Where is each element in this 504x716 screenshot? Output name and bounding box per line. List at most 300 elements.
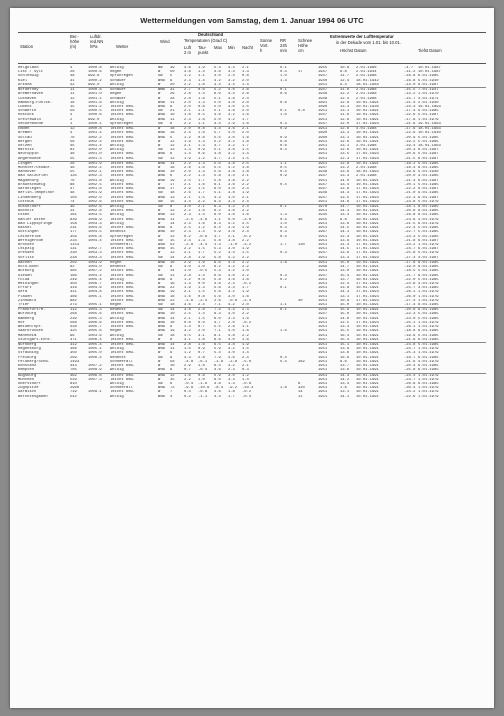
- cell-record-year: 1951: [318, 234, 328, 239]
- cell-station: Bergen: [18, 139, 32, 144]
- cell-station: Düsseldorf: [18, 205, 41, 209]
- cell-weather: bedeckt: [110, 308, 126, 313]
- cell-record-low-date: 5.01.1979: [418, 251, 439, 256]
- cell-snow: 11: [298, 394, 303, 399]
- cell-record-low: -18.8: [404, 74, 416, 79]
- cell-record-high: 13.3: [340, 174, 350, 179]
- cell-station: Nürnberg: [18, 343, 37, 347]
- cell-wind-dir: SW: [158, 74, 163, 79]
- cell-station: Gera: [18, 290, 28, 295]
- cell-dewpoint: 1.4: [198, 174, 205, 179]
- cell-record-low: -14.0: [404, 82, 416, 87]
- cell-record-high: 13.0: [340, 269, 350, 274]
- cell-record-low: -20.3: [404, 148, 416, 153]
- cell-height: 31: [70, 78, 75, 83]
- cell-wind-speed: 19: [170, 329, 175, 334]
- cell-record-high-date: 10.01.1991: [356, 303, 379, 308]
- header-extremes-period: in der Dekade vom 1.01. bis 10.01.: [336, 40, 401, 45]
- cell-record-low-date: 8.01.1985: [418, 260, 439, 265]
- cell-weather: leicht bew.: [110, 337, 136, 342]
- cell-wind-speed: 26: [170, 92, 175, 97]
- cell-pressure: 1000.6: [88, 113, 102, 118]
- cell-record-high: 14.0: [340, 178, 350, 183]
- cell-min: 3.2: [228, 347, 235, 352]
- cell-record-high: 13.7: [340, 277, 350, 282]
- cell-max: 4.6: [214, 113, 221, 118]
- header-air-temp: Luft 2 m: [184, 45, 191, 55]
- cell-wind-speed: 8: [170, 337, 173, 342]
- cell-snow: 14: [298, 390, 303, 395]
- cell-height: 48: [70, 74, 75, 79]
- cell-station: Brocken: [18, 242, 34, 247]
- cell-station: Leinefelde: [18, 234, 41, 239]
- cell-record-low-date: 8.01.1985: [418, 265, 439, 270]
- cell-wind-speed: 9: [170, 226, 173, 231]
- cell-record-high-date: 10.01.1991: [356, 230, 379, 235]
- cell-air-temp: 2.7: [184, 88, 191, 93]
- cell-record-low: -24.7: [404, 347, 416, 352]
- cell-record-year: 1951: [318, 377, 328, 382]
- cell-dewpoint: 0.8: [198, 373, 205, 378]
- cell-min: 3.8: [228, 170, 235, 175]
- cell-record-low-date: 6.01.1987: [418, 82, 439, 87]
- cell-station: Plauen: [18, 294, 32, 299]
- cell-record-high-date: 2.01.1988: [356, 174, 377, 179]
- cell-weather: leicht bew.: [110, 131, 136, 136]
- cell-wind-dir: WSW: [158, 343, 165, 347]
- cell-wind-dir: W: [158, 92, 161, 97]
- cell-min: 3.4: [228, 70, 235, 75]
- cell-record-year: 1951: [318, 161, 328, 166]
- cell-night: 2.0: [242, 100, 249, 105]
- cell-max: 4.4: [214, 127, 221, 132]
- cell-record-high-date: 10.01.1991: [356, 333, 379, 338]
- cell-record-high-date: 2.01.1966: [356, 66, 377, 70]
- cell-max: 4.7: [214, 156, 221, 161]
- cell-min: 3.8: [228, 109, 235, 114]
- cell-record-year: 1955: [318, 217, 328, 222]
- cell-dewpoint: 1.4: [198, 213, 205, 218]
- cell-max: 6.4: [214, 364, 221, 369]
- cell-dewpoint: 2.8: [198, 355, 205, 360]
- cell-record-year: 1951: [318, 386, 328, 391]
- cell-wind-speed: 17: [170, 182, 175, 187]
- cell-max: 7.1: [214, 303, 221, 308]
- cell-max: 6.1: [214, 182, 221, 187]
- cell-pressure: 1002.8: [88, 209, 102, 214]
- cell-precip: 0.1: [280, 308, 287, 313]
- cell-record-low: -11.2: [404, 70, 416, 75]
- cell-max: 5.8: [214, 277, 221, 282]
- cell-weather: leicht bew.: [110, 269, 136, 274]
- cell-record-low-date: 6.01.1987: [418, 187, 439, 192]
- cell-record-high: 12.8: [340, 187, 350, 192]
- cell-record-year: 1951: [318, 325, 328, 330]
- cell-max: 2.6: [214, 298, 221, 303]
- cell-wind-speed: 11: [170, 273, 175, 278]
- cell-air-temp: 2.1: [184, 109, 191, 114]
- cell-station: Görlitz: [18, 255, 34, 260]
- cell-record-low-date: 5.01.1985: [418, 312, 439, 317]
- cell-min: 3.6: [228, 230, 235, 235]
- cell-weather: Schneefall: [110, 386, 133, 391]
- cell-record-high-date: 10.01.1991: [356, 355, 379, 360]
- cell-pressure: 1005.8: [88, 329, 102, 334]
- cell-air-temp: 2.3: [184, 221, 191, 226]
- cell-record-high-date: 17.01.1993: [356, 247, 379, 252]
- cell-station: Bremen: [18, 131, 32, 136]
- cell-wind-speed: 4: [170, 394, 173, 399]
- cell-weather: wolkig: [110, 205, 124, 209]
- cell-record-high-date: 10.01.1991: [356, 390, 379, 395]
- cell-height: 238: [70, 255, 77, 260]
- cell-min: 3.4: [228, 82, 235, 87]
- cell-wind-speed: 16: [170, 294, 175, 299]
- cell-night: 0.3: [242, 368, 249, 373]
- cell-max: 5.8: [214, 174, 221, 179]
- cell-record-high: 12.8: [340, 161, 350, 166]
- cell-station: Zinnwald: [18, 298, 37, 303]
- header-max: Max: [214, 45, 222, 50]
- cell-night: 2.2: [242, 182, 249, 187]
- cell-wind-dir: SW: [158, 148, 163, 153]
- cell-wind-dir: WSW: [158, 290, 165, 295]
- cell-dewpoint: -1.1: [198, 394, 208, 399]
- cell-night: 2.2: [242, 260, 249, 265]
- cell-station: Mannheim: [18, 333, 37, 338]
- cell-record-high: 15.0: [340, 303, 350, 308]
- cell-wind-dir: WSW: [158, 329, 165, 334]
- cell-station: Kiel: [18, 78, 28, 83]
- cell-precip: 0.6: [280, 100, 287, 105]
- cell-air-temp: 3.8: [184, 70, 191, 75]
- cell-wind-dir: W: [158, 269, 161, 274]
- cell-record-low: -24.3: [404, 234, 416, 239]
- cell-precip: 0.6: [280, 143, 287, 148]
- cell-night: 1.5: [242, 156, 249, 161]
- cell-pressure: 1001.2: [88, 104, 102, 109]
- cell-min: 3.8: [228, 209, 235, 214]
- cell-weather: wolkig: [110, 221, 124, 226]
- cell-pressure: 1006.7: [88, 281, 102, 286]
- cell-wind-dir: W: [158, 251, 161, 256]
- cell-record-high: 11.7: [340, 74, 350, 79]
- cell-max: 5.1: [214, 148, 221, 153]
- cell-wind-speed: 18: [170, 333, 175, 338]
- cell-precip: 0.1: [280, 205, 287, 209]
- cell-wind-dir: WSW: [158, 213, 165, 218]
- cell-precip: 0.6: [280, 92, 287, 97]
- cell-weather: Schauer: [110, 78, 126, 83]
- cell-record-high: 14.1: [340, 394, 350, 399]
- cell-air-temp: 2.0: [184, 170, 191, 175]
- cell-dewpoint: 1.1: [198, 109, 205, 114]
- cell-max: 4.7: [214, 320, 221, 325]
- cell-height: 74: [70, 199, 75, 204]
- cell-record-year: 1947: [318, 113, 328, 118]
- cell-max: 6.0: [214, 316, 221, 321]
- cell-record-low-date: 5.01.1985: [418, 269, 439, 274]
- cell-night: 1.6: [242, 316, 249, 321]
- cell-min: 3.0: [228, 247, 235, 252]
- cell-min: 3.0: [228, 100, 235, 105]
- cell-wind-dir: SW: [158, 238, 163, 243]
- cell-record-high-date: 10.01.1991: [356, 221, 379, 226]
- cell-wind-speed: 15: [170, 247, 175, 252]
- cell-night: -3.0: [242, 217, 252, 222]
- cell-record-high: 12.3: [340, 156, 350, 161]
- cell-height: 88: [70, 182, 75, 187]
- cell-air-temp: 2.9: [184, 364, 191, 369]
- cell-weather: leicht bew.: [110, 247, 136, 252]
- cell-air-temp: 2.8: [184, 96, 191, 101]
- cell-record-low: -26.8: [404, 381, 416, 386]
- cell-dewpoint: 1.6: [198, 337, 205, 342]
- cell-night: 1.1: [242, 325, 249, 330]
- cell-weather: leicht bew.: [110, 187, 136, 192]
- cell-record-high-date: 17.01.1993: [356, 187, 379, 192]
- cell-precip: 0.3: [280, 251, 287, 256]
- header-station: Station: [20, 44, 34, 49]
- header-snow: Schnee Höhe cm: [298, 38, 313, 53]
- cell-air-temp: 2.1: [184, 143, 191, 148]
- cell-air-temp: 1.4: [184, 325, 191, 330]
- cell-pressure: 1006.4: [88, 355, 102, 360]
- cell-wind-speed: 15: [170, 238, 175, 243]
- cell-record-high-date: 18.01.1992: [356, 170, 379, 175]
- cell-max: 6.0: [214, 187, 221, 192]
- cell-station: Berchtesgaden: [18, 394, 48, 399]
- cell-pressure: 1004.8: [88, 290, 102, 295]
- cell-record-year: 1951: [318, 152, 328, 157]
- cell-pressure: 1002.4: [88, 139, 102, 144]
- cell-max: 8.1: [214, 333, 221, 338]
- cell-record-low: -22.6: [404, 394, 416, 399]
- cell-pressure: 1003.3: [88, 221, 102, 226]
- cell-min: 3.8: [228, 148, 235, 153]
- cell-weather: wolkig: [110, 143, 124, 148]
- cell-height: 48: [70, 191, 75, 196]
- cell-station: Emden: [18, 127, 30, 132]
- cell-min: 3.4: [228, 156, 235, 161]
- cell-precip: 0.5: [280, 166, 287, 171]
- cell-record-low: -20.6: [404, 152, 416, 157]
- cell-min: 4.6: [228, 355, 235, 360]
- cell-dewpoint: 0.9: [198, 148, 205, 153]
- cell-record-high-date: 2.01.1988: [356, 143, 377, 148]
- cell-min: 3.6: [228, 213, 235, 218]
- cell-record-high: 13.3: [340, 131, 350, 136]
- cell-night: 1.4: [242, 152, 249, 157]
- cell-weather: leicht bew.: [110, 109, 136, 114]
- cell-height: 48: [70, 166, 75, 171]
- cell-record-high-date: 10.01.1991: [356, 226, 379, 231]
- cell-record-high: 9.4: [340, 82, 347, 87]
- cell-pressure: 1003.5: [88, 213, 102, 218]
- cell-record-high: 12.6: [340, 148, 350, 153]
- cell-record-low: -4.7: [404, 66, 414, 70]
- cell-record-low-date: 4.01.1987: [418, 255, 439, 260]
- cell-dewpoint: 0.6: [198, 152, 205, 157]
- cell-air-temp: 0.7: [184, 368, 191, 373]
- cell-weather: wolkig: [110, 316, 124, 321]
- cell-wind-speed: 13: [170, 148, 175, 153]
- cell-record-low: -21.8: [404, 238, 416, 243]
- cell-station: Gießen: [18, 273, 32, 278]
- cell-record-low-date: 1.01.1979: [418, 394, 439, 399]
- cell-record-low: -19.0: [404, 265, 416, 270]
- cell-night: 1.6: [242, 135, 249, 140]
- cell-dewpoint: -1.9: [198, 381, 208, 386]
- cell-height: 112: [70, 308, 77, 313]
- cell-wind-dir: WSW: [158, 242, 165, 247]
- cell-record-high-date: 10.01.1991: [356, 205, 379, 209]
- cell-station: Dresden: [18, 251, 34, 256]
- cell-record-high-date: 10.01.1991: [356, 139, 379, 144]
- cell-record-low: -17.4: [404, 109, 416, 114]
- cell-wind-dir: WSW: [158, 247, 165, 252]
- cell-station: Neuruppin: [18, 152, 39, 157]
- cell-record-low: -24.2: [404, 390, 416, 395]
- cell-record-low: -22.3: [404, 195, 416, 200]
- cell-record-low-date: 8.01.1985: [418, 209, 439, 214]
- cell-record-high-date: 17.01.1993: [356, 290, 379, 295]
- cell-record-year: 1947: [318, 166, 328, 171]
- cell-min: -2.8: [228, 359, 238, 364]
- cell-wind-speed: 58: [170, 359, 175, 364]
- cell-night: 2.2: [242, 255, 249, 260]
- cell-height: 47: [70, 187, 75, 192]
- cell-dewpoint: 1.5: [198, 187, 205, 192]
- cell-record-high-date: 10.01.1991: [356, 273, 379, 278]
- cell-station: Lübeck: [18, 104, 32, 109]
- cell-air-temp: 1.4: [184, 152, 191, 157]
- cell-air-temp: 1.6: [184, 373, 191, 378]
- cell-record-high-date: 17.01.1993: [356, 294, 379, 299]
- cell-record-low: -17.8: [404, 117, 416, 122]
- cell-record-high: 13.3: [340, 325, 350, 330]
- cell-station: Saarbrücken: [18, 329, 44, 334]
- cell-record-year: 1951: [318, 260, 328, 265]
- cell-height: 312: [70, 343, 77, 347]
- cell-record-high-date: 17.01.1993: [356, 191, 379, 196]
- cell-record-high: 13.6: [340, 351, 350, 356]
- cell-record-year: 1951: [318, 117, 328, 122]
- cell-pressure: 1004.3: [88, 308, 102, 313]
- cell-record-high: 15.1: [340, 343, 350, 347]
- cell-record-high: 13.9: [340, 238, 350, 243]
- cell-air-temp: 2.8: [184, 273, 191, 278]
- cell-air-temp: 4.5: [184, 333, 191, 338]
- cell-record-high-date: 10.01.1991: [356, 217, 379, 222]
- cell-record-low-date: 10.01.1940: [418, 131, 441, 136]
- cell-min: 2.3: [228, 368, 235, 373]
- cell-record-low-date: 8.01.1985: [418, 205, 439, 209]
- cell-dewpoint: 0.8: [198, 127, 205, 132]
- cell-record-high-date: 10.01.1991: [356, 329, 379, 334]
- cell-station: Oberstdorf: [18, 381, 41, 386]
- cell-pressure: 1006.4: [88, 337, 102, 342]
- cell-night: 2.0: [242, 109, 249, 114]
- cell-record-low-date: 6.01.1985: [418, 308, 439, 313]
- cell-night: 2.2: [242, 178, 249, 183]
- cell-dewpoint: -0.4: [198, 368, 208, 373]
- cell-height: 186: [70, 273, 77, 278]
- cell-record-high: 14.2: [340, 377, 350, 382]
- cell-night: 2.1: [242, 195, 249, 200]
- cell-wind-dir: WSW: [158, 277, 165, 282]
- cell-weather: Regen: [110, 329, 122, 334]
- cell-wind-dir: W: [158, 351, 161, 356]
- cell-height: 55: [70, 170, 75, 175]
- cell-record-high-date: 10.01.1991: [356, 308, 379, 313]
- cell-station: Garmisch: [18, 390, 37, 395]
- cell-pressure: 1003.6: [88, 333, 102, 338]
- cell-max: 4.2: [214, 78, 221, 83]
- cell-record-year: 1951: [318, 127, 328, 132]
- cell-record-low: -16.8: [404, 213, 416, 218]
- cell-min: 3.0: [228, 351, 235, 356]
- cell-record-high-date: 10.01.1991: [356, 368, 379, 373]
- header-sunshine: Sonne Vort. h: [260, 38, 273, 53]
- cell-record-low-date: 10.01.1987: [418, 66, 441, 70]
- cell-weather: Regen: [110, 260, 122, 265]
- cell-record-low-date: 6.01.1979: [418, 221, 439, 226]
- cell-dewpoint: 0.0: [198, 320, 205, 325]
- cell-record-high: 12.4: [340, 78, 350, 83]
- cell-night: -0.4: [242, 394, 252, 399]
- cell-night: 1.6: [242, 337, 249, 342]
- cell-record-low: -20.8: [404, 308, 416, 313]
- cell-record-high: 12.4: [340, 96, 350, 101]
- cell-weather: wolkig: [110, 100, 124, 105]
- cell-record-high-date: 10.01.1991: [356, 325, 379, 330]
- cell-snow: 320: [298, 386, 305, 391]
- cell-night: 2.2: [242, 209, 249, 214]
- cell-weather: leicht bew.: [110, 127, 136, 132]
- cell-precip: 0.3: [280, 226, 287, 231]
- cell-record-year: 1951: [318, 373, 328, 378]
- cell-precip: 0.1: [280, 286, 287, 291]
- cell-station: Gardelegen: [18, 187, 41, 192]
- cell-record-year: 1951: [318, 226, 328, 231]
- cell-height: 366: [70, 347, 77, 352]
- cell-weather: leicht bew.: [110, 312, 136, 317]
- cell-record-year: 1935: [318, 213, 328, 218]
- cell-wind-dir: W: [158, 209, 161, 214]
- cell-station: Weiden/Opf.: [18, 325, 44, 330]
- cell-wind-speed: 7: [170, 390, 173, 395]
- cell-station: Trier: [18, 303, 30, 308]
- cell-air-temp: 4.3: [184, 355, 191, 360]
- cell-weather: leicht bew.: [110, 273, 136, 278]
- cell-wind-dir: W: [158, 377, 161, 382]
- cell-dewpoint: 1.6: [198, 209, 205, 214]
- cell-height: 810: [70, 381, 77, 386]
- cell-night: 2.2: [242, 312, 249, 317]
- cell-record-low: -21.9: [404, 121, 416, 126]
- cell-station: Bad Lippspringe: [18, 221, 53, 226]
- cell-wind-speed: 13: [170, 213, 175, 218]
- cell-wind-speed: 11: [170, 347, 175, 352]
- cell-station: Kempten: [18, 368, 34, 373]
- cell-record-year: 1951: [318, 199, 328, 204]
- cell-record-high-date: 10.01.1991: [356, 182, 379, 187]
- cell-record-high: 14.7: [340, 265, 350, 270]
- cell-wind-dir: W: [158, 281, 161, 286]
- cell-record-high-date: 10.01.1991: [356, 209, 379, 214]
- cell-record-high-date: 10.01.1991: [356, 351, 379, 356]
